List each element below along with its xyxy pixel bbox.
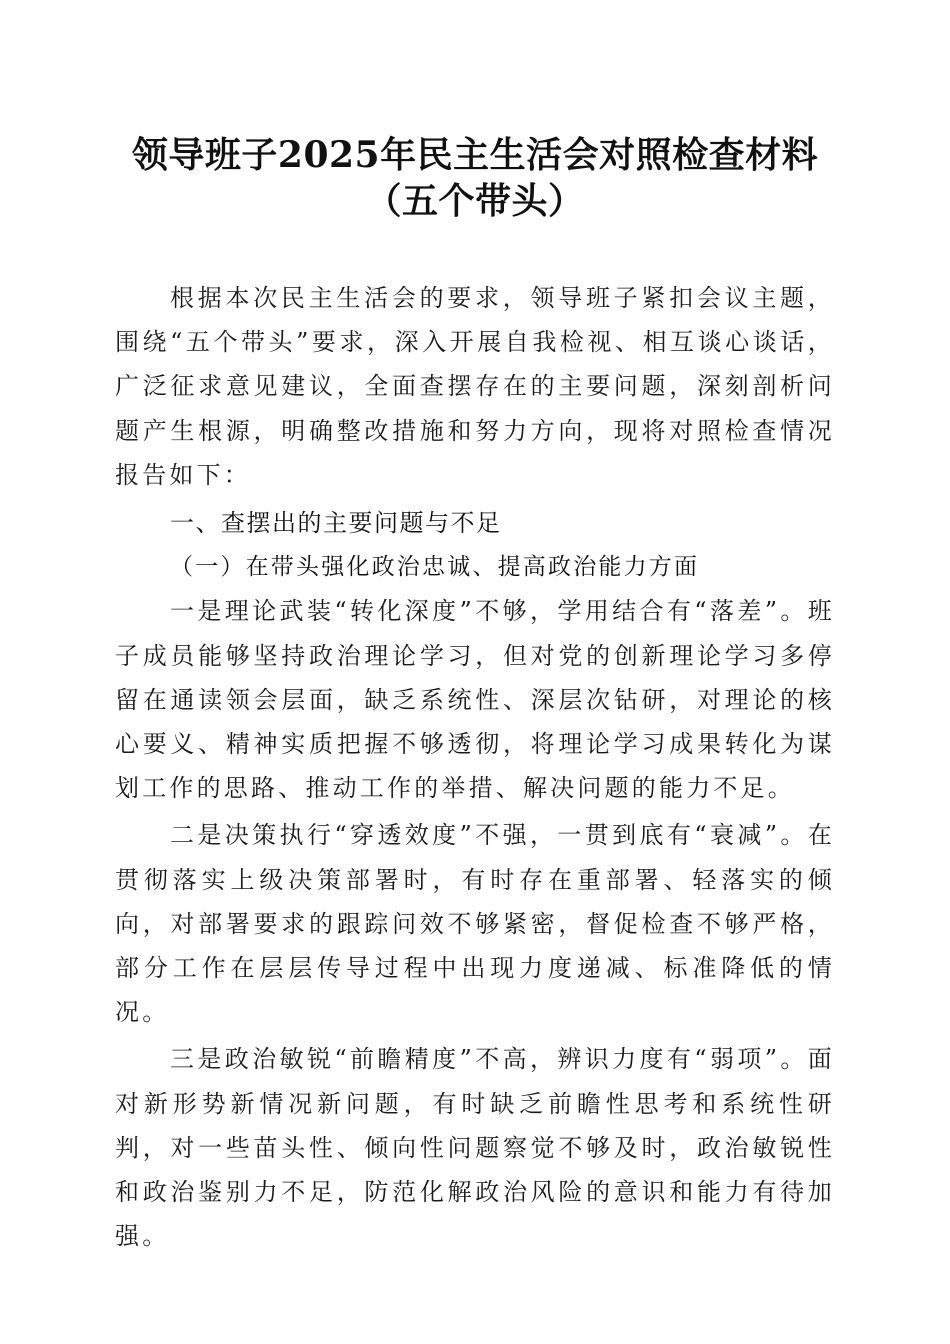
issue-paragraph-1: 一是理论武装“转化深度”不够，学用结合有“落差”。班子成员能够坚持政治理论学习，但对党的创新理论学习多停留在通读领会层面，缺乏系统性、深层次钻研，对理论的核心要义、精神实质把握不够透彻，将理论学习成果转化为谋划工作的思路、推动工作的举措、解决问题的能力不足。 bbox=[115, 597, 835, 803]
issue-paragraph-3: 三是政治敏锐“前瞻精度”不高，辨识力度有“弱项”。面对新形势新情况新问题，有时缺乏前瞻性思考和系统性研判，对一些苗头性、倾向性问题察觉不够及时，政治敏锐性和政治鉴别力不足，防范化解政治风险的意识和能力有待加强。 bbox=[115, 1045, 835, 1251]
document-title bbox=[0, 132, 950, 224]
title-line-main: 领导班子2025年民主生活会对照检查材料 bbox=[131, 134, 819, 176]
issue-paragraph-2: 二是决策执行“穿透效度”不强，一贯到底有“衰减”。在贯彻落实上级决策部署时，有时存在重部署、轻落实的倾向，对部署要求的跟踪问效不够紧密，督促检查不够严格，部分工作在层层传导过程中出现力度递减、标准降低的情况。 bbox=[115, 821, 835, 1027]
section-heading: 一、查摆出的主要问题与不足 bbox=[170, 509, 502, 538]
subsection-heading: （一）在带头强化政治忠诚、提高政治能力方面 bbox=[170, 554, 700, 581]
document-body bbox=[115, 276, 835, 1258]
title-line-subtitle: （五个带头） bbox=[365, 180, 585, 222]
intro-paragraph: 根据本次民主生活会的要求，领导班子紧扣会议主题，围绕“五个带头”要求，深入开展自我检视、相互谈心谈话，广泛征求意见建议，全面查摆存在的主要问题，深刻剖析问题产生根源，明确整改措施和努力方向，现将对照检查情况报告如下： bbox=[115, 284, 835, 489]
